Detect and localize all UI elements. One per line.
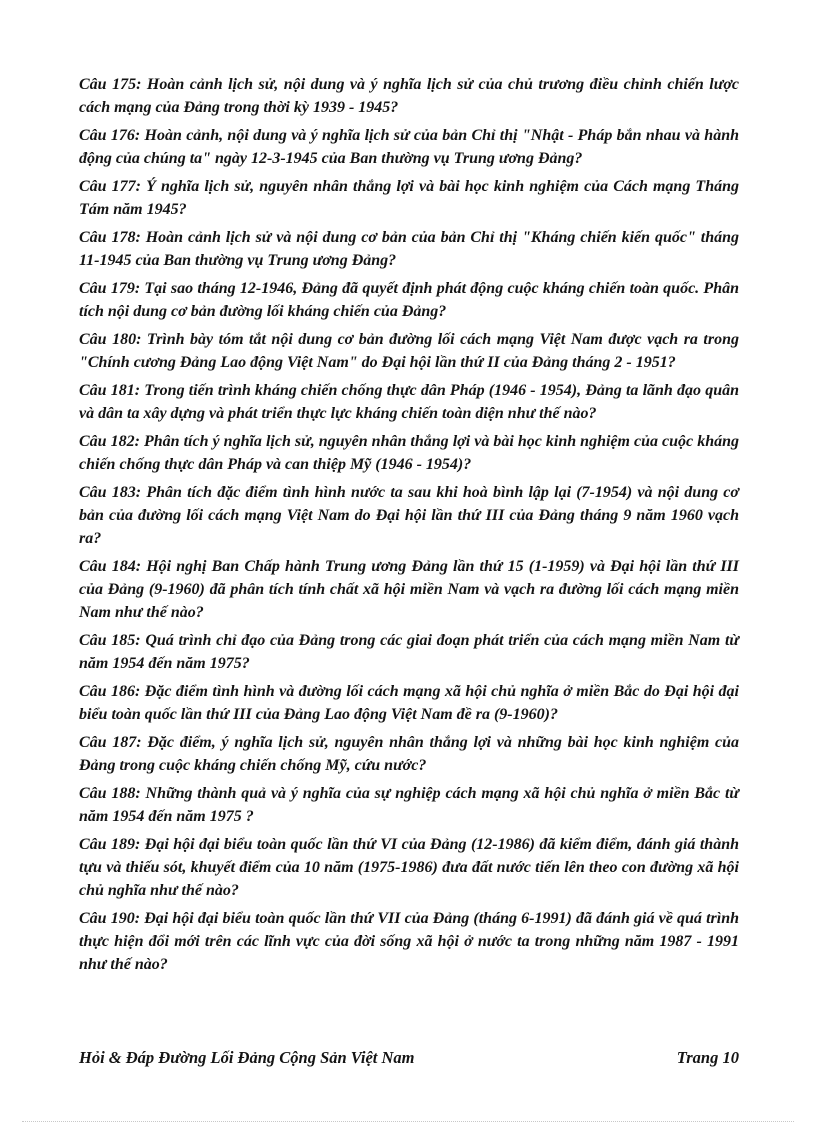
question-list xyxy=(79,73,739,981)
question-183: Câu 183: Phân tích đặc điểm tình hình nước ta sau khi hoà bình lập lại (7-1954) và nội dung cơ bản của đường lối cách mạng Việt Nam do Đại hội lần thứ III của Đảng tháng 9 năm 1960 vạch ra? xyxy=(79,484,739,547)
footer-title: Hỏi & Đáp Đường Lối Đảng Cộng Sản Việt Nam xyxy=(79,1048,415,1067)
question-176: Câu 176: Hoàn cảnh, nội dung và ý nghĩa lịch sử của bản Chỉ thị "Nhật - Pháp bắn nhau và hành động của chúng ta" ngày 12-3-1945 của Ban thường vụ Trung ương Đảng? xyxy=(79,127,739,167)
question-188: Câu 188: Những thành quả và ý nghĩa của sự nghiệp cách mạng xã hội chủ nghĩa ở miền Bắc từ năm 1954 đến năm 1975 ? xyxy=(79,785,739,825)
question-181: Câu 181: Trong tiến trình kháng chiến chống thực dân Pháp (1946 - 1954), Đảng ta lãnh đạo quân và dân ta xây dựng và phát triển thực lực kháng chiến toàn diện như thế nào? xyxy=(79,382,739,422)
question-184: Câu 184: Hội nghị Ban Chấp hành Trung ương Đảng lần thứ 15 (1-1959) và Đại hội lần thứ III của Đảng (9-1960) đã phân tích tính chất xã hội miền Nam và vạch ra đường lối cách mạng miền Nam như thế nào? xyxy=(79,558,739,621)
page-bottom-divider xyxy=(22,1121,794,1122)
question-187: Câu 187: Đặc điểm, ý nghĩa lịch sử, nguyên nhân thắng lợi và những bài học kinh nghiệm của Đảng trong cuộc kháng chiến chống Mỹ, cứu nước? xyxy=(79,734,739,774)
question-178: Câu 178: Hoàn cảnh lịch sử và nội dung cơ bản của bản Chỉ thị "Kháng chiến kiến quốc" tháng 11-1945 của Ban thường vụ Trung ương Đảng? xyxy=(79,229,739,269)
question-175: Câu 175: Hoàn cảnh lịch sử, nội dung và ý nghĩa lịch sử của chủ trương điều chỉnh chiến lược cách mạng của Đảng trong thời kỳ 1939 - 1945? xyxy=(79,76,739,116)
page-footer xyxy=(79,1046,739,1070)
question-189: Câu 189: Đại hội đại biểu toàn quốc lần thứ VI của Đảng (12-1986) đã kiểm điểm, đánh giá thành tựu và thiếu sót, khuyết điểm của 10 năm (1975-1986) đưa đất nước tiến lên theo con đường xã hội chủ nghĩa như thế nào? xyxy=(79,836,739,899)
question-182: Câu 182: Phân tích ý nghĩa lịch sử, nguyên nhân thắng lợi và bài học kinh nghiệm của cuộc kháng chiến chống thực dân Pháp và can thiệp Mỹ (1946 - 1954)? xyxy=(79,433,739,473)
question-185: Câu 185: Quá trình chỉ đạo của Đảng trong các giai đoạn phát triển của cách mạng miền Nam từ năm 1954 đến năm 1975? xyxy=(79,632,739,672)
page-number: Trang 10 xyxy=(676,1048,739,1067)
question-179: Câu 179: Tại sao tháng 12-1946, Đảng đã quyết định phát động cuộc kháng chiến toàn quốc. Phân tích nội dung cơ bản đường lối kháng chiến của Đảng? xyxy=(79,280,739,320)
question-180: Câu 180: Trình bày tóm tắt nội dung cơ bản đường lối cách mạng Việt Nam được vạch ra trong "Chính cương Đảng Lao động Việt Nam" do Đại hội lần thứ II của Đảng tháng 2 - 1951? xyxy=(79,331,739,371)
question-186: Câu 186: Đặc điểm tình hình và đường lối cách mạng xã hội chủ nghĩa ở miền Bắc do Đại hội đại biểu toàn quốc lần thứ III của Đảng Lao động Việt Nam đề ra (9-1960)? xyxy=(79,683,739,723)
question-177: Câu 177: Ý nghĩa lịch sử, nguyên nhân thắng lợi và bài học kinh nghiệm của Cách mạng Tháng Tám năm 1945? xyxy=(79,178,739,218)
question-190: Câu 190: Đại hội đại biểu toàn quốc lần thứ VII của Đảng (tháng 6-1991) đã đánh giá về quá trình thực hiện đổi mới trên các lĩnh vực của đời sống xã hội ở nước ta trong những năm 1987 - 1991 như thế nào? xyxy=(79,910,739,973)
